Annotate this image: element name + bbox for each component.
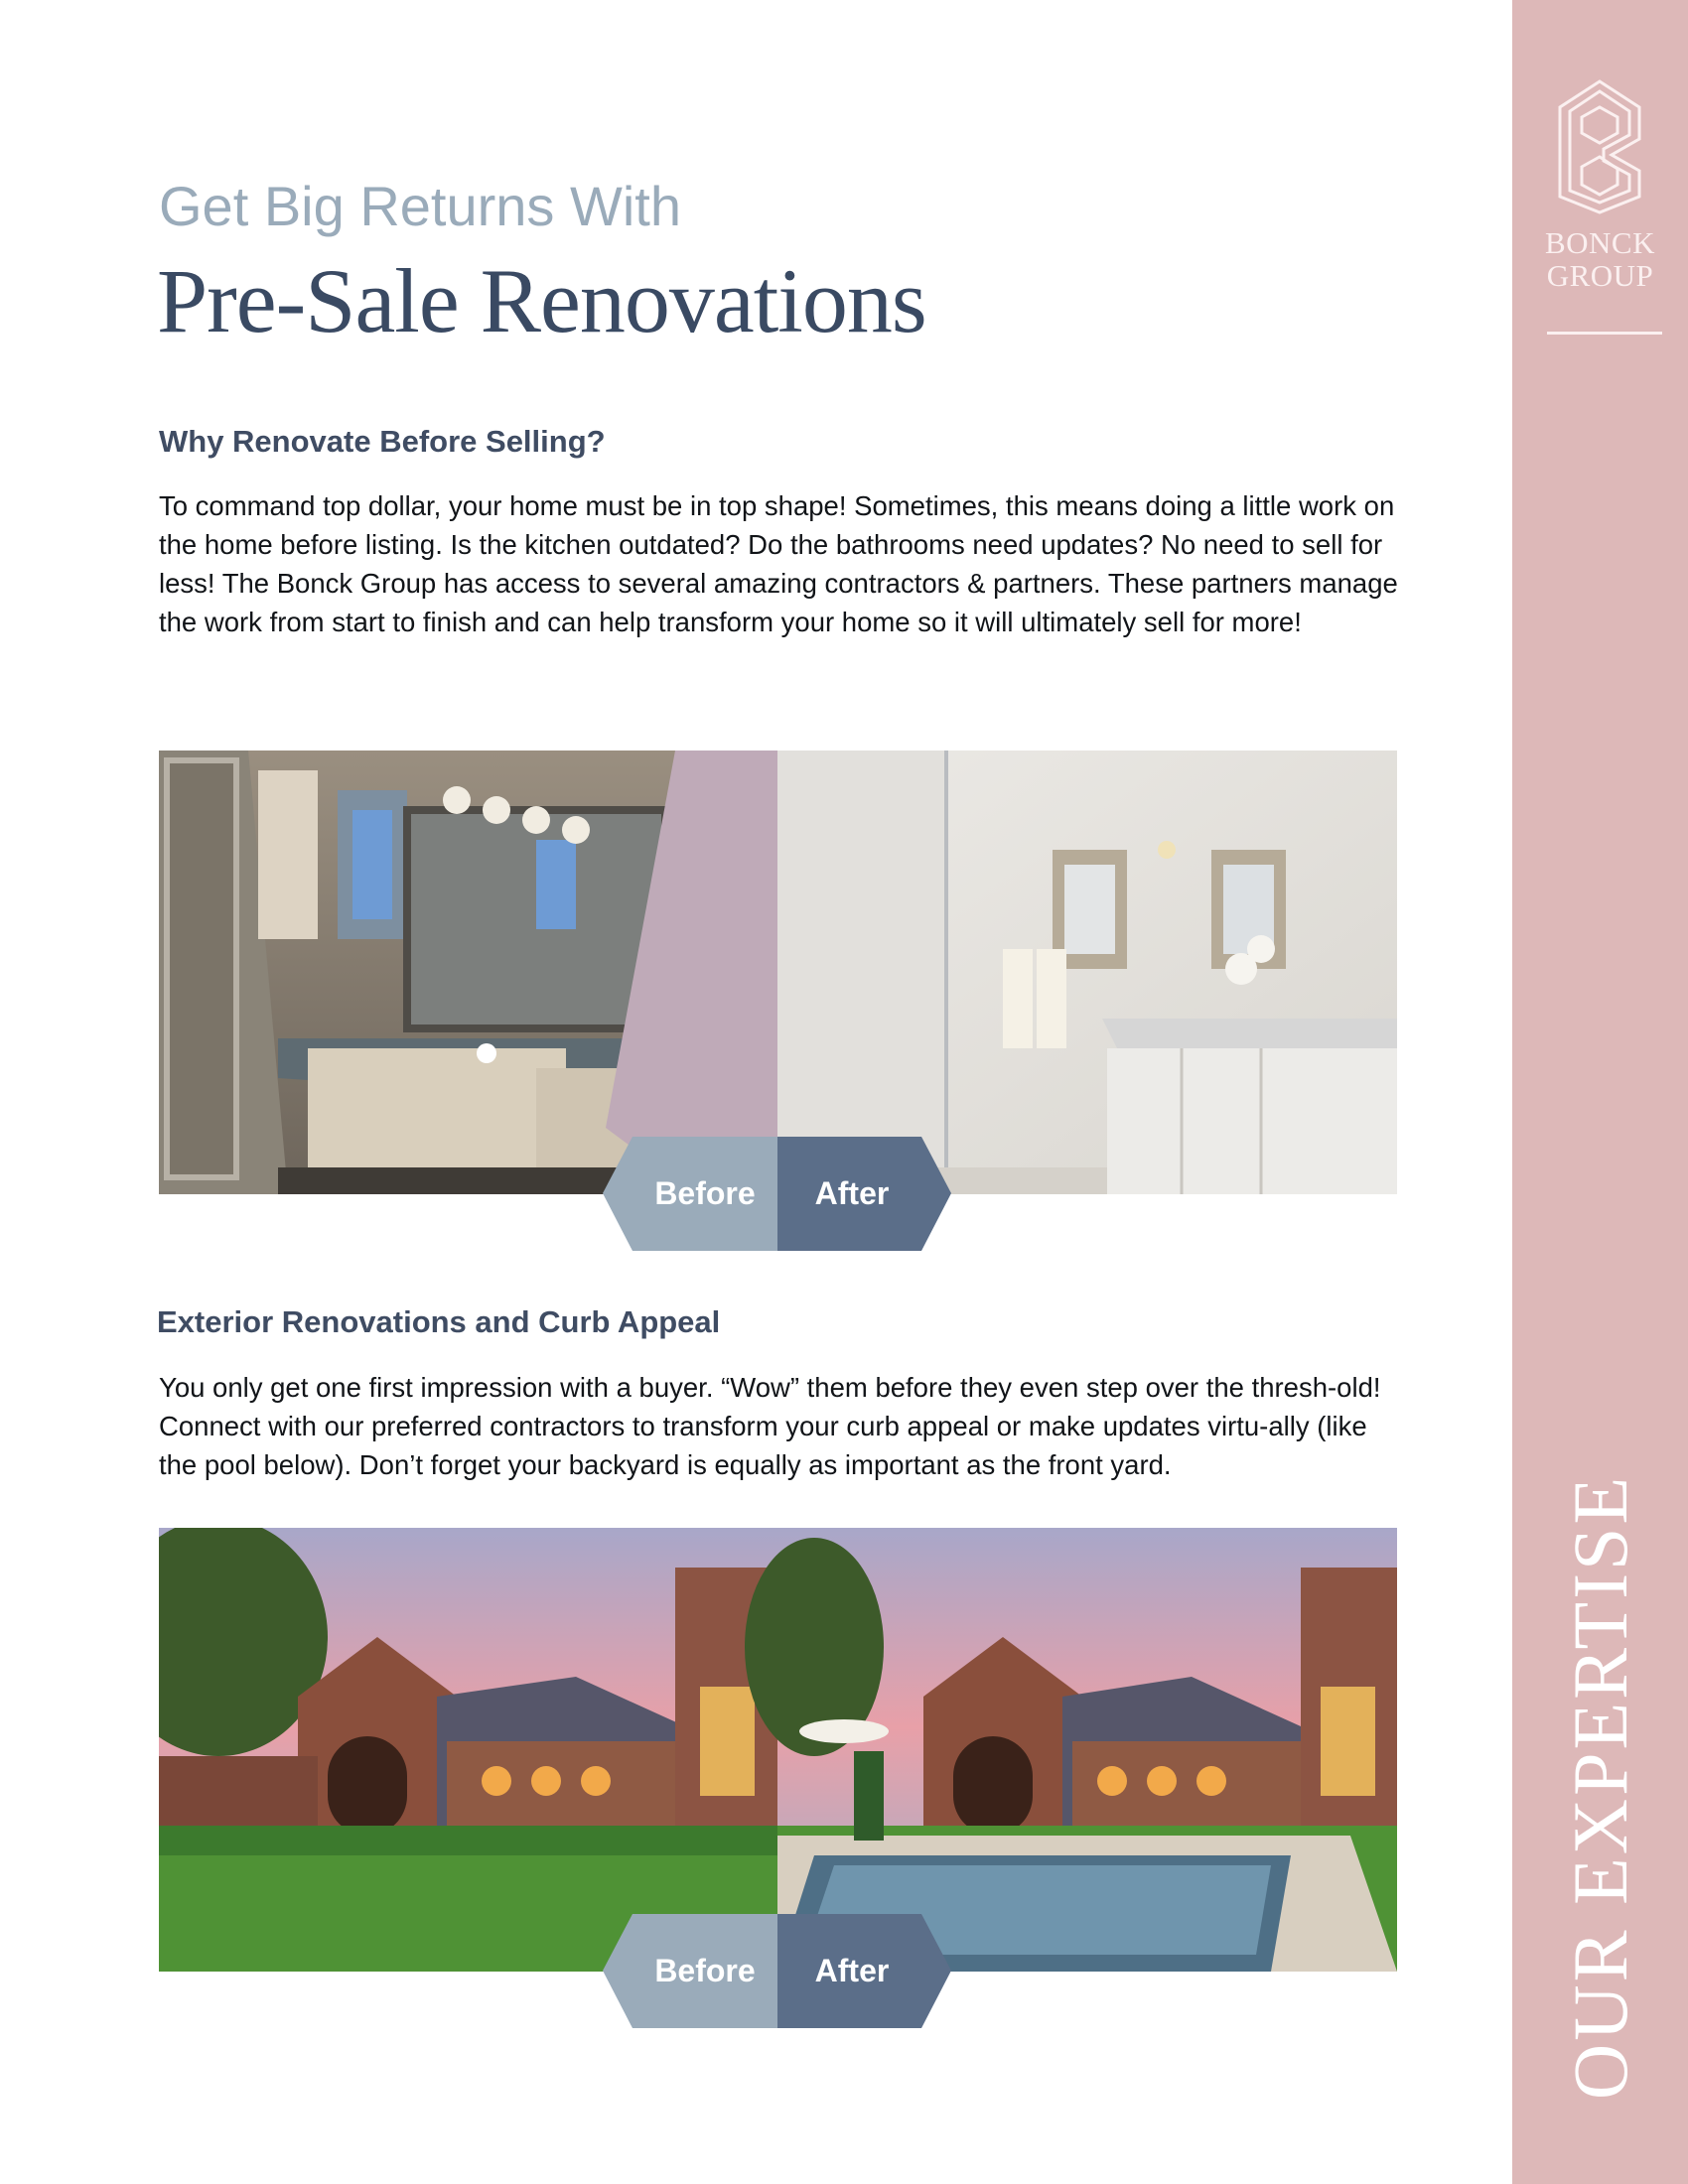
page-subtitle: Get Big Returns With [159,175,681,237]
bathroom-before-after-photos [159,751,1397,1194]
page-title: Pre-Sale Renovations [157,250,926,351]
exterior-after-photo [745,1528,1397,1972]
before-after-badges-bathroom [603,1137,951,1251]
section-heading-renovate: Why Renovate Before Selling? [159,424,606,459]
brand-name [1512,226,1688,292]
after-badge-label: After [814,1175,890,1211]
exterior-before-photo [159,1528,777,1972]
bathroom-before-photo [159,751,777,1194]
vertical-label-wrap [1512,1473,1688,2101]
exterior-before-after-photos [159,1528,1397,1972]
bonck-group-logo [1552,77,1648,216]
brand-line-2: GROUP [1546,258,1654,293]
section-body-exterior: You only get one first impression with a buyer. “Wow” them before they even step over the thresh-old! Connect with our preferred contractors to transform your curb appeal or make updates virtu-ally (like the pool below). Don’t forget your backyard is equally as important as the front yard. [159,1372,1381,1480]
before-badge-label: Before [654,1175,756,1211]
before-badge-label: Before [654,1953,756,1988]
section-body-renovate: To command top dollar, your home must be in top shape! Sometimes, this means doing a little work on the home before listing. Is the kitchen outdated? Do the bathrooms need updates? No need to sell for less! The Bonck Group has access to several amazing contractors & partners. These partners manage the work from start to finish and can help transform your home so it will ultimately sell for more! [159,490,1398,637]
before-after-badges-exterior [603,1914,951,2028]
sidebar-divider [1547,332,1662,335]
after-badge-label: After [814,1953,890,1988]
sidebar [1512,0,1688,2184]
brand-line-1: BONCK [1544,225,1655,260]
vertical-section-label: OUR EXPERTISE [1556,1473,1643,2101]
bathroom-after-photo [777,751,1397,1194]
section-heading-exterior: Exterior Renovations and Curb Appeal [157,1304,721,1339]
